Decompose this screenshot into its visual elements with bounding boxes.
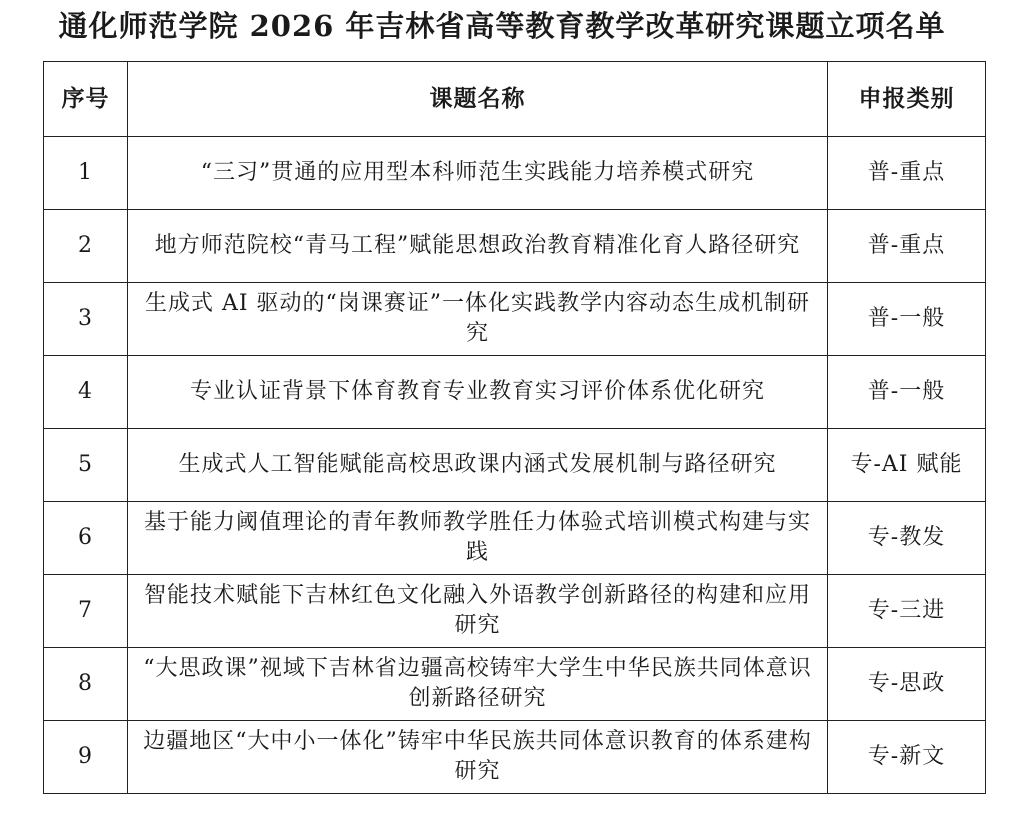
project-name-cell: 生成式人工智能赋能高校思政课内涵式发展机制与路径研究 bbox=[128, 429, 828, 502]
serial-number-cell: 9 bbox=[44, 721, 128, 794]
category-cell: 普-重点 bbox=[828, 137, 986, 210]
project-name-cell: “大思政课”视域下吉林省边疆高校铸牢大学生中华民族共同体意识创新路径研究 bbox=[128, 648, 828, 721]
table-row bbox=[44, 721, 986, 794]
category-cell: 专-三进 bbox=[828, 575, 986, 648]
header-serial-number: 序号 bbox=[44, 62, 128, 137]
table-row bbox=[44, 283, 986, 356]
table-row bbox=[44, 210, 986, 283]
category-cell: 专-新文 bbox=[828, 721, 986, 794]
project-name-cell: “三习”贯通的应用型本科师范生实践能力培养模式研究 bbox=[128, 137, 828, 210]
header-project-name: 课题名称 bbox=[128, 62, 828, 137]
category-cell: 专-思政 bbox=[828, 648, 986, 721]
project-name-cell: 智能技术赋能下吉林红色文化融入外语教学创新路径的构建和应用研究 bbox=[128, 575, 828, 648]
project-name-cell: 专业认证背景下体育教育专业教育实习评价体系优化研究 bbox=[128, 356, 828, 429]
serial-number-cell: 8 bbox=[44, 648, 128, 721]
serial-number-cell: 7 bbox=[44, 575, 128, 648]
table-row bbox=[44, 648, 986, 721]
table-row bbox=[44, 575, 986, 648]
serial-number-cell: 5 bbox=[44, 429, 128, 502]
project-list-table bbox=[43, 61, 986, 794]
serial-number-cell: 6 bbox=[44, 502, 128, 575]
category-cell: 专-教发 bbox=[828, 502, 986, 575]
serial-number-cell: 1 bbox=[44, 137, 128, 210]
category-cell: 专-AI 赋能 bbox=[828, 429, 986, 502]
project-name-cell: 生成式 AI 驱动的“岗课赛证”一体化实践教学内容动态生成机制研究 bbox=[128, 283, 828, 356]
header-application-category: 申报类别 bbox=[828, 62, 986, 137]
serial-number-cell: 2 bbox=[44, 210, 128, 283]
serial-number-cell: 3 bbox=[44, 283, 128, 356]
table-row bbox=[44, 137, 986, 210]
table-row bbox=[44, 429, 986, 502]
document-title: 通化师范学院 2026 年吉林省高等教育教学改革研究课题立项名单 bbox=[58, 9, 946, 43]
category-cell: 普-重点 bbox=[828, 210, 986, 283]
project-name-cell: 地方师范院校“青马工程”赋能思想政治教育精准化育人路径研究 bbox=[128, 210, 828, 283]
table-row bbox=[44, 502, 986, 575]
serial-number-cell: 4 bbox=[44, 356, 128, 429]
table-row bbox=[44, 356, 986, 429]
table-header-row bbox=[44, 62, 986, 137]
category-cell: 普-一般 bbox=[828, 283, 986, 356]
project-name-cell: 基于能力阈值理论的青年教师教学胜任力体验式培训模式构建与实践 bbox=[128, 502, 828, 575]
category-cell: 普-一般 bbox=[828, 356, 986, 429]
project-name-cell: 边疆地区“大中小一体化”铸牢中华民族共同体意识教育的体系建构研究 bbox=[128, 721, 828, 794]
